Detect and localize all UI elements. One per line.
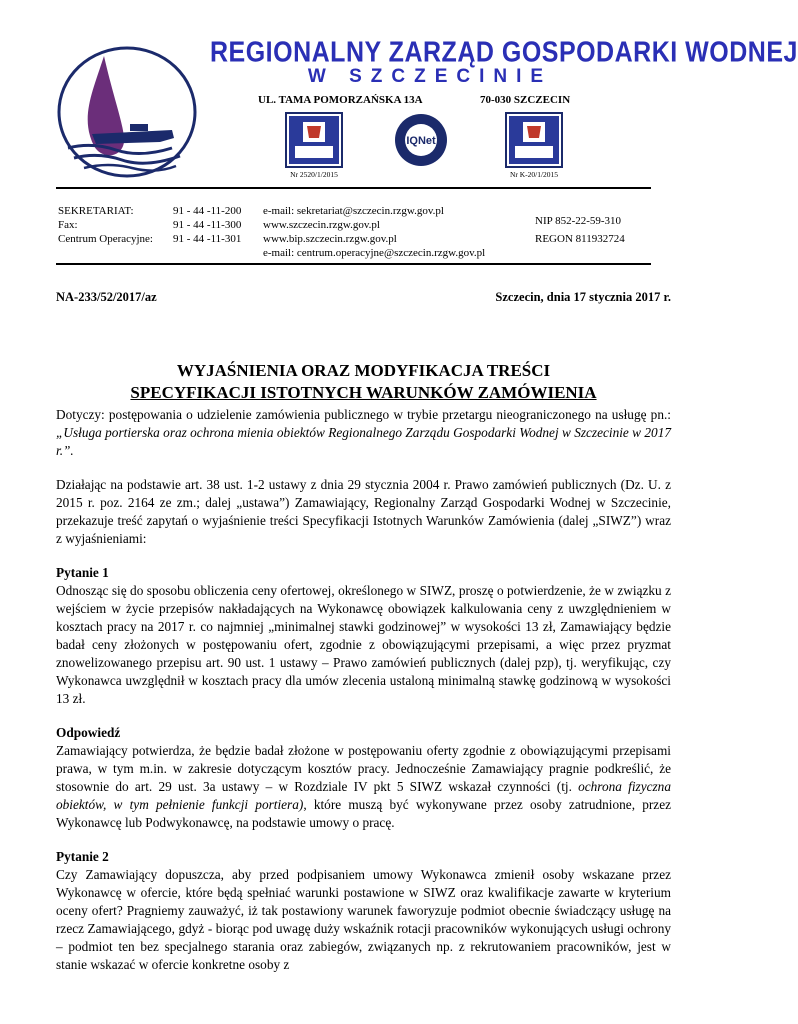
email-link[interactable]: e-mail: centrum.operacyjne@szczecin.rzgw.gov.pl [263,247,486,259]
dotyczy-title: „Usługa portierska oraz ochrona mienia obiektów Regionalnego Zarządu Gospodarki Wodnej w Szczecinie w 2017 r.”. [56,425,671,458]
postal-address: 70-030 SZCZECIN [480,94,571,106]
answer-1-italic: ochrona fizyczna obiektów, w tym pełnienie funkcji portiera) [56,779,671,812]
email-link[interactable]: e-mail: sekretariat@szczecin.rzgw.gov.pl [263,205,444,217]
street-address: UL. TAMA POMORZAŃSKA 13A [258,94,423,106]
contact-phone: 91 - 44 -11-300 [173,219,242,231]
certificate-left-label: Nr 2520/1/2015 [290,170,338,179]
dotyczy-paragraph [56,406,671,460]
regon: REGON 811932724 [535,233,625,245]
contact-label: Fax: [58,219,78,231]
tax-ids [535,212,625,248]
question-2-title: Pytanie 2 [56,849,109,864]
contact-phone: 91 - 44 -11-200 [173,205,242,217]
question-2-text: Czy Zamawiający dopuszcza, aby przed podpisaniem umowy Wykonawca zmienił osoby wskazane przez Wykonawcę w ofercie, które będą spełniać warunki postawione w SIWZ oraz kwalifikacje zawarte w kryterium oceny ofert? Pragniemy zauważyć, iż tak postawiony warunek faworyzuje podmiot obecnie świadczący usługę na rzecz Zamawiającego, gdyż - biorąc pod uwagę duży wskaźnik rotacji pracowników wykonujących usługi ochrony – podmiot ten bez specjalnego starania oraz zabiegów, związanych np. z rekrutowaniem pracowników, jest w stanie wskazać w ofercie konkretne osoby z [56,867,671,972]
certificate-right-icon [505,112,563,168]
document-ref: NA-233/52/2017/az [56,290,157,304]
answer-1-text [56,742,671,832]
iqnet-certificate-icon [392,112,450,168]
document-body [56,406,671,974]
contact-label: SEKRETARIAT: [58,205,134,217]
contact-phone: 91 - 44 -11-301 [173,233,242,245]
website-link[interactable]: www.szczecin.rzgw.gov.pl [263,219,380,231]
org-name: REGIONALNY ZARZĄD GOSPODARKI WODNEJ [210,36,798,69]
contact-labels [58,204,153,246]
org-city: W SZCZECINIE [307,66,553,87]
document-date: Szczecin, dnia 17 stycznia 2017 r. [495,290,671,304]
title-line-2: SPECYFIKACJI ISTOTNYCH WARUNKÓW ZAMÓWIENIA [130,383,597,402]
svg-text:IQNet: IQNet [406,135,436,147]
dotyczy-intro: Dotyczy: postępowania o udzielenie zamówienia publicznego w trybie przetargu nieograniczonego na usługę pn.: [56,407,671,422]
answer-1-title: Odpowiedź [56,725,121,740]
header-rule-top [56,187,651,189]
question-1-text: Odnosząc się do sposobu obliczenia ceny ofertowej, określonego w SIWZ, proszę o potwierdzenie, że w związku z wejściem w życie przepisów nakładających na Wykonawcę obowiązek kalkulowania ceny z uwzględnieniem w kosztach pracy na 2017 r. co najmniej „minimalnej stawki godzinowej” w wysokości 13 zł, Zamawiający będzie badał ceny złożonych w postępowaniu ofert, zgodnie z obowiązującymi przepisami, a więc przez pryzmat znowelizowanego przepisu art. 90 ust. 1 ustawy – Prawo zamówień publicznych (dalej pzp), tj. weryfikując, czy Wykonawca uwzględnił w kosztach pracy dla umów zlecenia ustaloną minimalną stawkę godzinową w wysokości 13 zł. [56,583,671,706]
answer-1-text-a: Zamawiający potwierdza, że będzie badał złożone w postępowaniu oferty zgodnie z obowiązującymi przepisami prawa, w tym m.in. w zakresie dotyczącym kosztów pracy. Jednocześnie Zamawiający pragnie podkreślić, że stosownie do art. 29 ust. 3a ustawy – w Rozdziale IV pkt 5 SIWZ wskazał czynności (tj. [56,743,671,794]
rzgw-logo [52,38,202,178]
title-line-1: WYJAŚNIENIA ORAZ MODYFIKACJA TREŚCI [176,361,551,380]
certificate-left-icon [285,112,343,168]
contact-label: Centrum Operacyjne: [58,233,153,245]
contact-phones [173,204,241,246]
question-1-title: Pytanie 1 [56,565,109,580]
nip: NIP 852-22-59-310 [535,215,622,227]
answer-1-text-b: , które muszą być wykonywane przez osoby zatrudnione, przez Wykonawcę lub Podwykonawcę, na podstawie umowy o pracę. [56,797,671,830]
page-title [56,360,671,404]
intro-paragraph: Działając na podstawie art. 38 ust. 1-2 ustawy z dnia 29 stycznia 2004 r. Prawo zamówień publicznych (Dz. U. z 2015 r. poz. 2164 ze zm.; dalej „ustawa”) Zamawiający, Regionalny Zarząd Gospodarki Wodnej w Szczecinie, przekazuje treść zapytań o wyjaśnienie treści Specyfikacji Istotnych Warunków Zamówienia (dalej „SIWZ”) wraz z wyjaśnieniami: [56,477,671,546]
contact-emails [263,204,485,260]
header-rule-bottom [56,263,651,265]
bip-link[interactable]: www.bip.szczecin.rzgw.gov.pl [263,233,397,245]
certificate-right-label: Nr K-20/1/2015 [509,170,559,179]
